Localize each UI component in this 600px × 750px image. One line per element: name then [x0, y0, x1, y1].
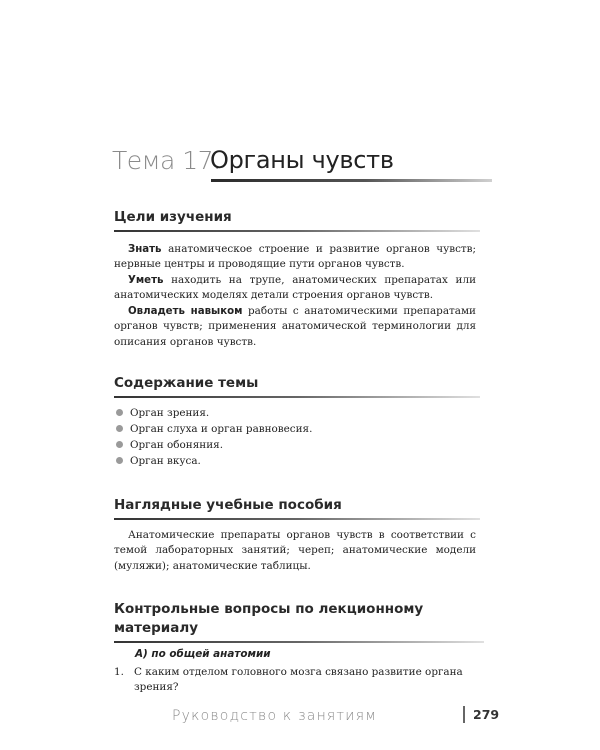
section-heading-underline [114, 230, 480, 232]
section-heading-questions [114, 600, 484, 643]
list-item: Орган вкуса. [114, 453, 474, 469]
section-heading-text: Наглядные учебные пособия [114, 497, 342, 513]
bullet-icon [116, 425, 123, 432]
subsection-heading: А) по общей анатомии [135, 648, 271, 660]
topic-list [114, 405, 474, 469]
section-heading-underline [114, 518, 480, 520]
chapter-title-underline [211, 179, 492, 182]
bullet-icon [116, 409, 123, 416]
question-text: С каким отделом головного мозга связано развитие органа зрения? [134, 666, 463, 693]
goal-text: работы с анатомическими препаратами органов чувств; применения анатомической терминологии для описания органов чувств. [114, 305, 476, 348]
chapter-title: Органы чувств [210, 146, 394, 174]
chapter-number: Тема 17. [112, 146, 221, 175]
goal-paragraph [114, 304, 476, 350]
section-heading-aids [114, 496, 480, 520]
footer-divider [463, 706, 465, 723]
list-item: Орган слуха и орган равновесия. [114, 421, 474, 437]
bullet-icon [116, 457, 123, 464]
goal-term: Знать [128, 244, 162, 255]
goal-text: анатомическое строение и развитие органов чувств; нервные центры и проводящие пути органов чувств. [114, 243, 476, 271]
section-heading-goals [114, 208, 480, 232]
question-item [114, 665, 476, 695]
bullet-icon [116, 441, 123, 448]
aids-paragraph [114, 528, 476, 574]
goal-term: Овладеть навыком [128, 306, 243, 317]
goal-paragraph [114, 273, 476, 304]
running-footer-title: Руководство к занятиям [172, 708, 377, 724]
chapter-header [112, 146, 492, 186]
section-heading-underline [114, 641, 484, 643]
goal-text: находить на трупе, анатомических препаратах или анатомических моделях детали строения органов чувств. [114, 274, 476, 302]
section-heading-text: Цели изучения [114, 209, 232, 225]
goal-paragraph [114, 242, 476, 273]
aids-text: Анатомические препараты органов чувств в соответствии с темой лабораторных занятий; череп; анатомические модели (муляжи); анатомические таблицы. [114, 529, 476, 572]
question-number: 1. [114, 666, 124, 678]
section-heading-underline [114, 396, 480, 398]
section-heading-content [114, 374, 480, 398]
section-heading-text: Содержание темы [114, 375, 259, 391]
page-number: 279 [473, 707, 500, 722]
goal-term: Уметь [128, 275, 164, 286]
list-item: Орган зрения. [114, 405, 474, 421]
section-heading-text: Контрольные вопросы по лекционному материалу [114, 601, 424, 636]
list-item: Орган обоняния. [114, 437, 474, 453]
